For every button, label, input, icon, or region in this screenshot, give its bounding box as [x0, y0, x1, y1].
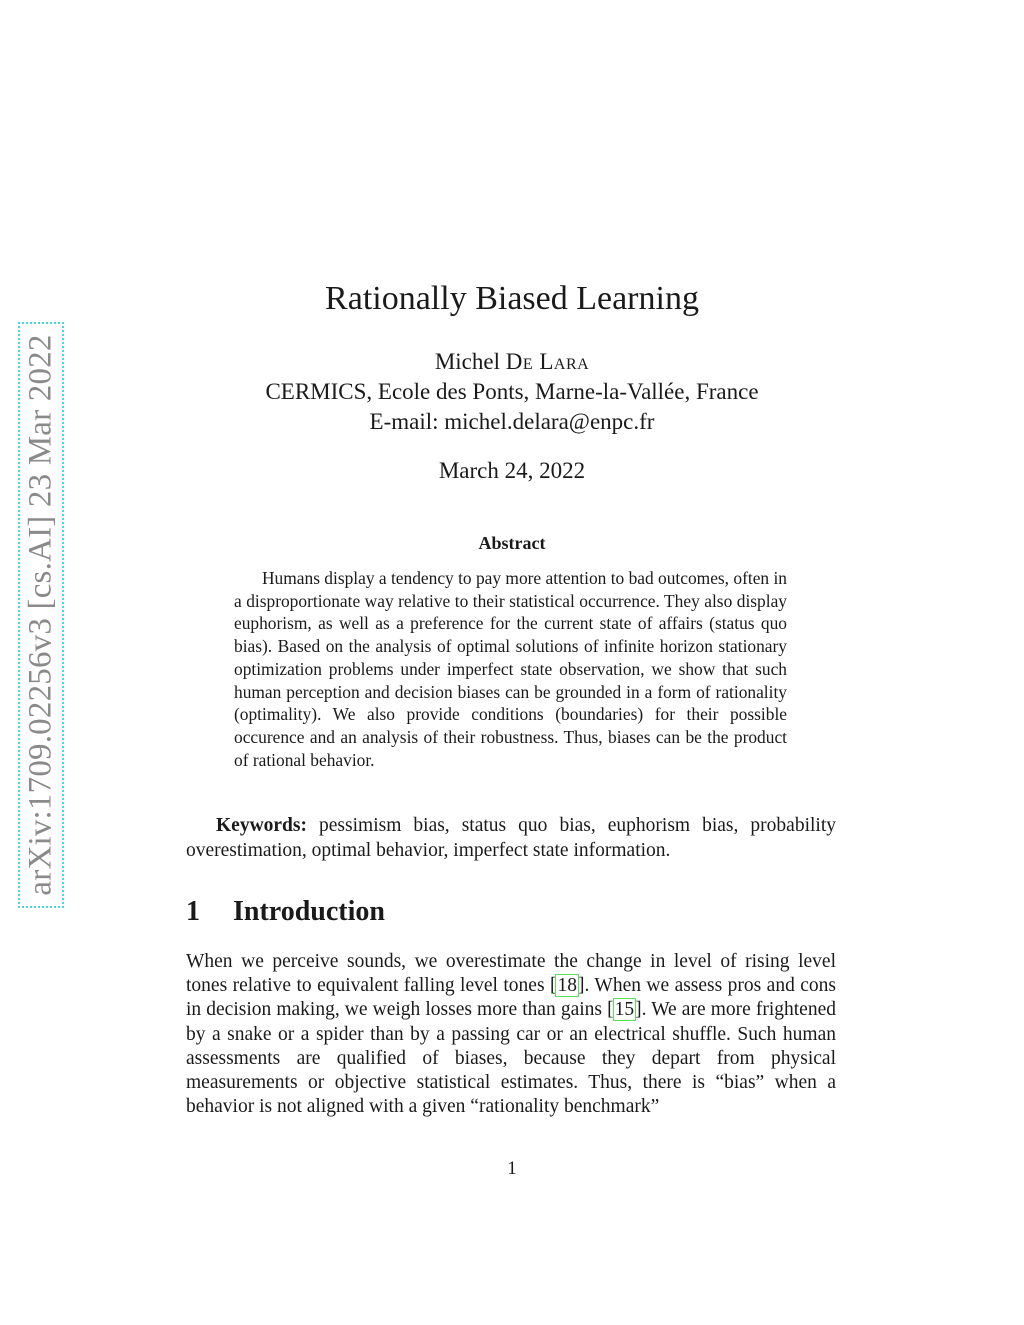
page-number: 1 — [507, 1158, 517, 1179]
author-email: E-mail: michel.delara@enpc.fr — [369, 409, 655, 434]
paper-date: March 24, 2022 — [438, 458, 586, 483]
author-last-name: De Lara — [505, 349, 590, 374]
citation-link-15[interactable]: 15 — [614, 999, 635, 1021]
author-affiliation: CERMICS, Ecole des Ponts, Marne-la-Vallée, France — [265, 379, 759, 404]
keywords-paragraph — [186, 814, 836, 863]
paper-title: Rationally Biased Learning — [325, 280, 699, 317]
author-first-name: Michel — [434, 349, 500, 374]
arxiv-identifier[interactable]: arXiv:1709.02256v3 [cs.AI] 23 Mar 2022 — [22, 334, 59, 896]
section-heading — [186, 896, 385, 928]
intro-text-part2: ]. When we assess pros and cons in decision making, we weigh losses more than gains [ — [186, 975, 836, 1021]
author-name — [0, 347, 1024, 377]
keywords-list: pessimism bias, status quo bias, euphorism bias, probability overestimation, optimal behavior, imperfect state information. — [186, 815, 836, 861]
citation-link-18[interactable]: 18 — [557, 975, 577, 997]
section-title: Introduction — [233, 896, 385, 927]
intro-text-part1: When we perceive sounds, we overestimate the change in level of rising level tones relative to equivalent falling level tones [ — [186, 951, 836, 997]
abstract-text: Humans display a tendency to pay more attention to bad outcomes, often in a disproportionate way relative to their statistical occurrence. They also display euphorism, as well as a preference for the current state of affairs (status quo bias). Based on the analysis of optimal solutions of infinite horizon stationary optimization problems under imperfect state observation, we show that such human perception and decision biases can be grounded in a form of rationality (optimality). We also provide conditions (boundaries) for their possible occurence and an analysis of their robustness. Thus, biases can be the product of rational behavior. — [234, 568, 787, 770]
abstract-heading: Abstract — [478, 533, 546, 553]
intro-paragraph — [186, 950, 836, 1119]
keywords-label: Keywords: — [216, 815, 307, 836]
intro-text-part3: ]. We are more frightened by a snake or a spider than by a passing car or an electrical shuffle. Such human assessments are qualified of biases, because they depart from physical measurements or objective statistical estimates. Thus, there is “bias” when a behavior is not aligned with a given “rationality benchmark” — [186, 999, 836, 1118]
section-number: 1 — [186, 896, 200, 927]
